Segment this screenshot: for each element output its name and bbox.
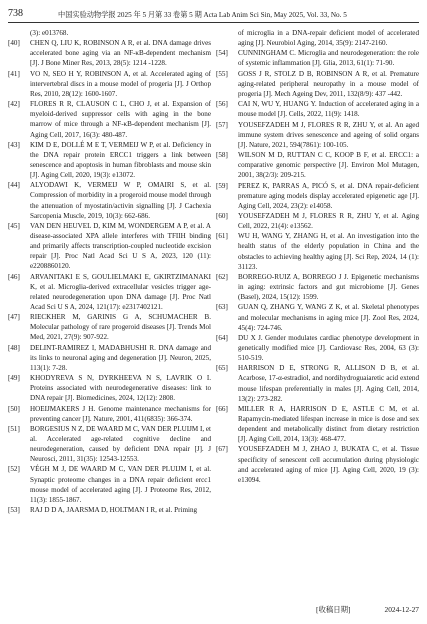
reference-text: WU H, WANG Y, ZHANG H, et al. An investigation into the health status of the elderly population in China and the obstacles to achieving healthy aging [J]. Sci Rep, 2024, 14 (1): 31123. bbox=[238, 232, 419, 271]
reference-number: [53] bbox=[8, 506, 20, 515]
reference-text: CHEN Q, LIU K, ROBINSON A R, et al. DNA damage drives accelerated bone aging via an NF-κB-dependent mechanism [J]. J Bone Miner Res, 2013, 28(5): 1214 -1228. bbox=[30, 39, 211, 68]
reference-entry bbox=[8, 221, 211, 271]
reference-text: KHODYREVA S N, DYRKHEEVA N S, LAVRIK O I. Proteins associated with neurodegenerative diseases: link to DNA repair [J]. Biomedicines, 2024, 12(12): 2808. bbox=[30, 374, 211, 403]
reference-entry bbox=[8, 343, 211, 373]
reference-entry bbox=[8, 505, 211, 515]
reference-entry bbox=[8, 38, 211, 68]
reference-text: GUAN Q, ZHANG Y, WANG Z K, et al. Skeletal phenotypes and molecular mechanisms in aging mice [J]. Zool Res, 2024, 45(4): 724-746. bbox=[238, 303, 419, 332]
reference-entry bbox=[216, 444, 419, 484]
reference-entry bbox=[8, 140, 211, 180]
reference-column-right bbox=[216, 28, 419, 485]
reference-entry bbox=[216, 150, 419, 180]
reference-number: [57] bbox=[216, 120, 228, 129]
reference-text: DU X J. Gender modulates cardiac phenotype development in genetically modified mice [J]. Cardiovasc Res, 2004, 63 (3): 510-519. bbox=[238, 333, 419, 363]
reference-entry bbox=[216, 231, 419, 271]
reference-text: of microglia in a DNA-repair deficient model of accelerated aging [J]. Neurobiol Aging, 2014, 35(9): 2147-2160. bbox=[238, 29, 419, 48]
reference-entry bbox=[216, 272, 419, 302]
reference-text: YOUSEFZADEH M J, FLORES R R, ZHU Y, et al. Aging Cell, 2022, 21(4): e13562. bbox=[238, 212, 419, 231]
reference-text: DELINT-RAMIREZ I, MADABHUSHI R. DNA damage and its links to neuronal aging and degeneration [J]. Neuron, 2025, 113(1): 7-28. bbox=[30, 343, 211, 372]
reference-number: [48] bbox=[8, 343, 20, 352]
reference-number: [58] bbox=[216, 151, 228, 160]
reference-text: MILLER R A, HARRISON D E, ASTLE C M, et al. Rapamycin-mediated lifespan increase in mice is dose and sex dependent and metabolically distinct from dietary restriction [J]. Aging Cell, 2014, 13(3): 468-477. bbox=[238, 404, 419, 444]
reference-entry bbox=[216, 181, 419, 211]
page-number: 738 bbox=[8, 8, 23, 19]
reference-text: VO N, SEO H Y, ROBINSON A, et al. Accelerated aging of intervertebral discs in a mouse model of progeria [J]. J Orthop Res, 2010, 28(12): 1600-1607. bbox=[30, 69, 211, 98]
reference-entry bbox=[216, 333, 419, 363]
reference-entry bbox=[216, 211, 419, 231]
reference-text: VÉGH M J, DE WAARD M C, VAN DER PLUIJM I, et al. Synaptic proteome changes in a DNA repair deficient ercc1 mouse model of accelerated aging [J]. J Proteome Res, 2012, 11(3): 1855-1867. bbox=[30, 465, 211, 504]
reference-number: [49] bbox=[8, 374, 20, 383]
reference-column-left bbox=[8, 28, 211, 515]
reference-number: [56] bbox=[216, 100, 228, 109]
reference-number: [52] bbox=[8, 465, 20, 474]
reference-number: [42] bbox=[8, 100, 20, 109]
reference-number: [50] bbox=[8, 404, 20, 413]
reference-entry bbox=[8, 312, 211, 342]
reference-number: [40] bbox=[8, 39, 20, 48]
reference-text: (3): e013768. bbox=[30, 29, 69, 37]
reference-text: VAN DEN HEUVEL D, KIM M, WONDERGEM A P, et al. A disease-associated XPA allele interferes with TFIIH binding and primarily affects transcription-coupled nucleotide excision repair [J]. Proc Natl Acad Sci U S A, 2023, 120 (11): e2208860120. bbox=[30, 221, 211, 271]
reference-number: [60] bbox=[216, 212, 228, 220]
reference-entry bbox=[8, 69, 211, 99]
reference-number: [61] bbox=[216, 232, 228, 241]
reference-text: RIECKHER M, GARINIS G A, SCHUMACHER B. Molecular pathology of rare progeroid diseases [J]. Trends Mol Med, 2021, 27(9): 907-922. bbox=[30, 313, 211, 342]
reference-number: [66] bbox=[216, 404, 228, 413]
reference-entry bbox=[216, 363, 419, 403]
reference-entry bbox=[216, 28, 419, 48]
reference-text: CUNNINGHAM C. Microglia and neurodegeneration: the role of systemic inflammation [J]. Glia, 2013, 61(1): 71-90. bbox=[238, 49, 419, 68]
reference-number: [44] bbox=[8, 181, 20, 190]
reference-text: YOUSEFZADEH M J, ZHAO J, BUKATA C, et al. Tissue specificity of senescent cell accumulation during physiologic and accelerated aging of mice [J]. Aging Cell, 2020, 19 (3): e13094. bbox=[238, 445, 419, 484]
reference-entry bbox=[8, 99, 211, 139]
reference-number: [46] bbox=[8, 272, 20, 281]
reference-entry bbox=[216, 48, 419, 68]
reference-entry bbox=[216, 120, 419, 150]
reference-text: BORREGO-RUIZ A, BORREGO J J. Epigenetic mechanisms in aging: extrinsic factors and gut microbiome [J]. Genes (Basel), 2024, 15(12): 1599. bbox=[238, 272, 419, 302]
reference-number: [51] bbox=[8, 424, 20, 433]
reference-number: [59] bbox=[216, 181, 228, 190]
reference-entry bbox=[8, 272, 211, 312]
reference-number: [55] bbox=[216, 69, 228, 78]
reference-text: YOUSEFZADEH M J, FLORES R R, ZHU Y, et al. An aged immune system drives senescence and ageing of solid organs [J]. Nature, 2021, 594(7861): 100-105. bbox=[238, 120, 419, 149]
reference-text: HOEIJMAKERS J H. Genome maintenance mechanisms for preventing cancer [J]. Nature, 2001, 411(6835): 366-374. bbox=[30, 404, 211, 423]
running-header bbox=[8, 8, 419, 23]
reference-entry bbox=[8, 404, 211, 424]
reference-entry bbox=[216, 404, 419, 444]
reference-number: [67] bbox=[216, 445, 228, 454]
reference-text: GOSS J R, STOLZ D B, ROBINSON A R, et al. Premature aging-related peripheral neuropathy in a mouse model of progeria [J]. Mech Ageing Dev, 2011, 132(8/9): 437 -442. bbox=[238, 69, 419, 98]
reference-text: ARVANITAKI E S, GOULIELMAKI E, GKIRTZIMANAKI K, et al. Microglia-derived extracellular vesicles trigger age-related neurodegeneration upon DNA damage [J]. Proc Natl Acad Sci U S A, 2024, 121(17): e2317402121. bbox=[30, 272, 211, 311]
reference-entry bbox=[8, 180, 211, 220]
reference-text: FLORES R R, CLAUSON C L, CHO J, et al. Expansion of myeloid-derived suppressor cells with aging in the bone marrow of mice through a NF-κB-dependent mechanism [J]. Aging Cell, 2017, 16(3): 480-487. bbox=[30, 100, 211, 139]
reference-number: [64] bbox=[216, 333, 228, 342]
reference-entry bbox=[8, 373, 211, 403]
reference-number: [43] bbox=[8, 140, 20, 149]
journal-title: 中国实验动物学报 2025 年 5 月第 33 卷第 5 期 Acta Lab Anim Sci Sin, May 2025, Vol. 33, No. 5 bbox=[58, 11, 347, 19]
reference-number: [45] bbox=[8, 221, 20, 230]
reference-number: [47] bbox=[8, 313, 20, 322]
reference-text: RAJ D D A, JAARSMA D, HOLTMAN I R, et al. Priming bbox=[30, 506, 198, 515]
reference-number: [65] bbox=[216, 364, 228, 373]
reference-text: ALYODAWI K, VERMEIJ W P, OMAIRI S, et al. Compression of morbidity in a progeroid mouse model through the attenuation of myostatin/activin signalling [J]. J Cachexia Sarcopenia Muscle, 2019, 10(3): 662-686. bbox=[30, 181, 211, 220]
reference-entry bbox=[216, 99, 419, 119]
reference-entry bbox=[8, 424, 211, 464]
reference-entry bbox=[8, 464, 211, 504]
received-date: 2024-12-27 bbox=[384, 605, 419, 614]
reference-number: [41] bbox=[8, 69, 20, 78]
reference-number: [62] bbox=[216, 272, 228, 281]
reference-text: KIM D E, DOLLÉ M E T, VERMEIJ W P, et al. Deficiency in the DNA repair protein ERCC1 triggers a link between senescence and apoptosis in human fibroblasts and mouse skin [J]. Aging Cell, 2020, 19(3): e13072. bbox=[30, 140, 211, 180]
reference-entry bbox=[8, 28, 211, 38]
reference-number: [63] bbox=[216, 303, 228, 312]
reference-text: HARRISON D E, STRONG R, ALLISON D B, et al. Acarbose, 17-α-estradiol, and nordihydroguaiaretic acid extend mouse lifespan preferentially in males [J]. Aging Cell, 2014, 13(2): 273-282. bbox=[238, 364, 419, 403]
reference-number: [54] bbox=[216, 49, 228, 58]
reference-text: CAI N, WU Y, HUANG Y. Induction of accelerated aging in a mouse model [J]. Cells, 2022, 11(9): 1418. bbox=[238, 100, 419, 119]
received-label: [收稿日期] bbox=[316, 605, 351, 614]
reference-text: PEREZ K, PARRAS A, PICÓ S, et al. DNA repair-deficient premature aging models display accelerated epigenetic age [J]. Aging Cell, 2024, 23(2): e14058. bbox=[238, 181, 419, 210]
reference-text: WILSON M D, RUTTAN C C, KOOP B F, et al. ERCC1: a comparative genomic perspective [J]. Environ Mol Mutagen, 2001, 38(2/3): 209-215. bbox=[238, 151, 419, 180]
reference-entry bbox=[216, 302, 419, 332]
reference-entry bbox=[216, 69, 419, 99]
reference-text: BORGESIUS N Z, DE WAARD M C, VAN DER PLUIJM I, et al. Accelerated age-related cognitive decline and neurodegeneration, caused by deficient DNA repair [J]. J Neurosci, 2011, 31(35): 12543-12553. bbox=[30, 424, 211, 464]
